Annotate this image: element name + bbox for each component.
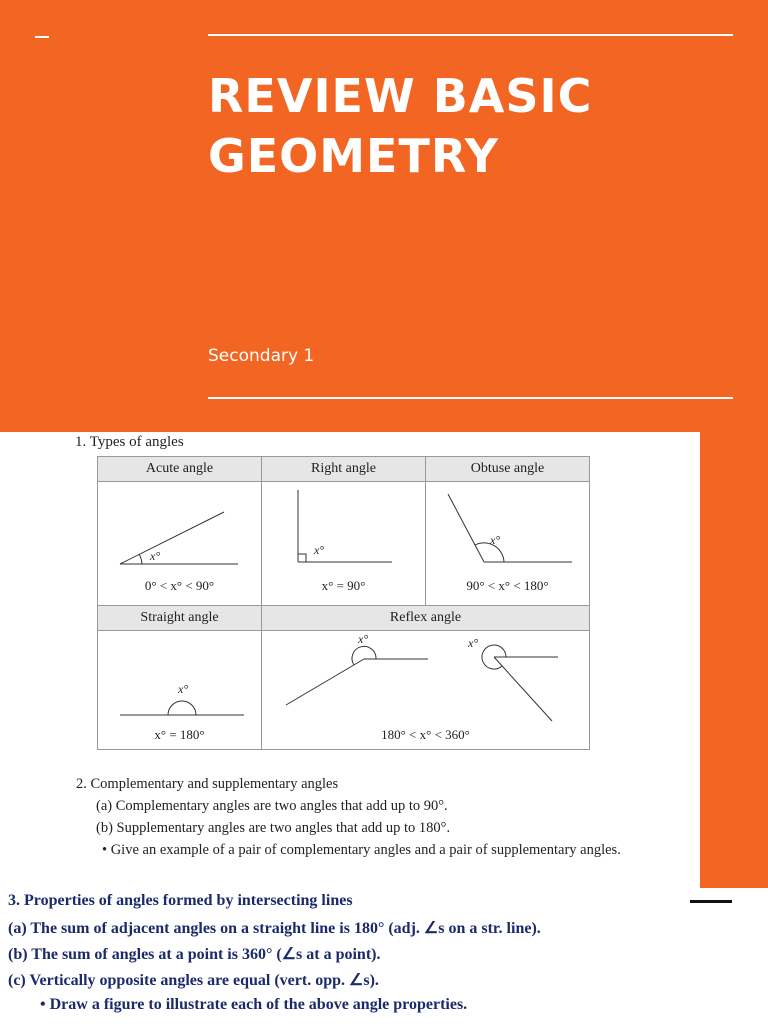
reflex-cell — [262, 631, 590, 750]
slide-subtitle: Secondary 1 — [208, 346, 315, 366]
acute-angle-diagram — [98, 482, 261, 578]
section1-heading: 1. Types of angles — [75, 434, 184, 450]
title-slide — [0, 0, 768, 432]
section2-heading: 2. Complementary and supplementary angles — [76, 776, 339, 792]
angle-types-table-row2 — [97, 605, 590, 750]
section3-heading: 3. Properties of angles formed by intersecting lines — [8, 892, 353, 909]
reflex-angle-diagram — [262, 631, 589, 725]
corner-dash — [35, 36, 49, 38]
slide-title: REVIEW BASIC GEOMETRY — [208, 69, 593, 183]
worksheet-section-1-2 — [0, 432, 700, 864]
straight-header: Straight angle — [98, 606, 262, 631]
top-rule — [208, 34, 733, 36]
obtuse-cell — [426, 482, 590, 607]
orange-side-panel — [700, 432, 768, 888]
straight-angle-diagram — [98, 631, 261, 725]
right-caption: x° = 90° — [321, 578, 366, 593]
section3-item-b: (b) The sum of angles at a point is 360° (∠s at a point). — [8, 946, 381, 963]
reflex-header: Reflex angle — [262, 606, 590, 631]
section2-item-a: (a) Complementary angles are two angles that add up to 90°. — [96, 798, 448, 814]
right-angle-diagram — [262, 482, 425, 578]
section2-item-b: (b) Supplementary angles are two angles that add up to 180°. — [96, 820, 451, 836]
acute-header: Acute angle — [98, 457, 262, 482]
acute-cell — [98, 482, 262, 607]
section3-item-bullet: • Draw a figure to illustrate each of the above angle properties. — [40, 996, 468, 1013]
svg-text:x°: x° — [150, 549, 161, 563]
straight-cell — [98, 631, 262, 750]
svg-text:x°: x° — [358, 632, 369, 646]
svg-text:x°: x° — [468, 636, 479, 650]
svg-text:x°: x° — [490, 533, 501, 547]
reflex-caption: 180° < x° < 360° — [381, 727, 470, 742]
right-header: Right angle — [262, 457, 426, 482]
section3-item-c: (c) Vertically opposite angles are equal (vert. opp. ∠s). — [8, 972, 379, 989]
svg-text:x°: x° — [314, 543, 325, 557]
right-cell — [262, 482, 426, 607]
corner-dash-right — [690, 900, 732, 903]
worksheet-section-3 — [0, 888, 768, 1024]
section2-item-bullet: • Give an example of a pair of complementary angles and a pair of supplementary angles. — [102, 842, 621, 858]
obtuse-header: Obtuse angle — [426, 457, 590, 482]
straight-caption: x° = 180° — [154, 727, 205, 742]
svg-text:x°: x° — [178, 682, 189, 696]
acute-caption: 0° < x° < 90° — [144, 578, 215, 593]
section3-item-a: (a) The sum of adjacent angles on a straight line is 180° (adj. ∠s on a str. line). — [8, 920, 541, 937]
obtuse-caption: 90° < x° < 180° — [466, 578, 549, 593]
obtuse-angle-diagram — [426, 482, 589, 578]
angle-types-table-row1 — [97, 456, 590, 607]
bottom-rule — [208, 397, 733, 399]
